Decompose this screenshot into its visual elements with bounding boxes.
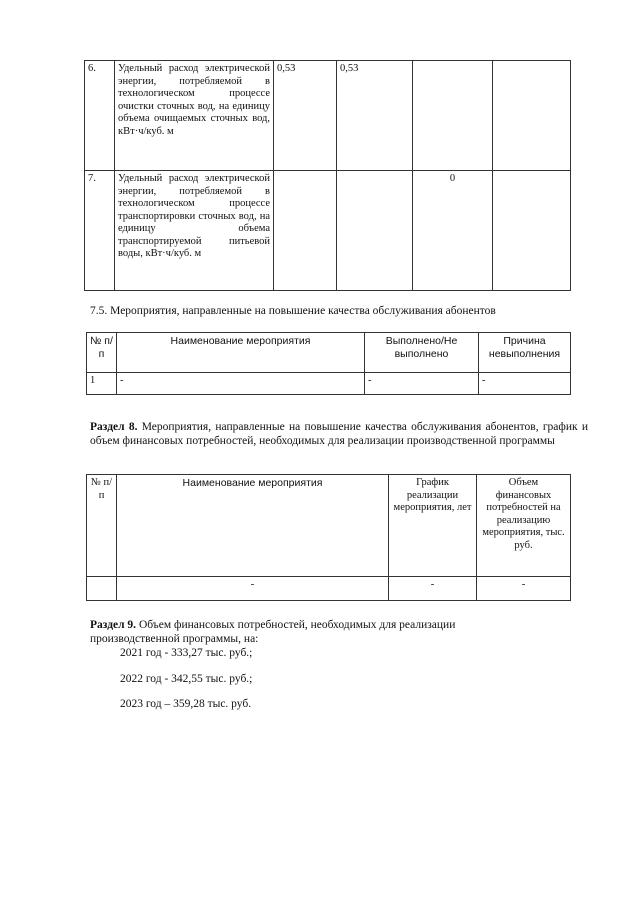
finance-line-2023: 2023 год – 359,28 тыс. руб. bbox=[120, 698, 252, 710]
finance-line-2021: 2021 год - 333,27 тыс. руб.; bbox=[120, 647, 253, 659]
value-cell: 0 bbox=[413, 171, 493, 291]
col-header: Наименование мероприятия bbox=[117, 333, 365, 373]
col-header: № п/п bbox=[87, 333, 117, 373]
row-number: 7. bbox=[85, 171, 115, 291]
value-cell bbox=[274, 171, 337, 291]
col-header: Объем финансовых потребностей на реализацию мероприятия, тыс. руб. bbox=[477, 475, 571, 577]
reason-cell: - bbox=[479, 373, 571, 395]
section-9-body: Объем финансовых потребностей, необходимых для реализации производственной программы, на: bbox=[90, 619, 456, 645]
finance-cell: - bbox=[477, 577, 571, 601]
indicator-name: Удельный расход электрической энергии, потребляемой в технологическом процессе транспортировки сточных вод, на единицу объема транспортируемой питьевой воды, кВт·ч/куб. м bbox=[115, 171, 274, 291]
table-header-row bbox=[87, 333, 571, 373]
table-header-row bbox=[87, 475, 571, 577]
col-header: Причина невыполнения bbox=[479, 333, 571, 373]
section-7-5-title: 7.5. Мероприятия, направленные на повышение качества обслуживания абонентов bbox=[90, 305, 496, 317]
value-cell bbox=[493, 61, 571, 171]
finance-measures-table bbox=[86, 474, 571, 601]
col-header: Выполнено/Не выполнено bbox=[365, 333, 479, 373]
value-cell: 0,53 bbox=[337, 61, 413, 171]
value-cell bbox=[493, 171, 571, 291]
measures-table bbox=[86, 332, 571, 395]
value-cell bbox=[413, 61, 493, 171]
row-number bbox=[87, 577, 117, 601]
col-header: Наименование мероприятия bbox=[117, 475, 389, 577]
col-header: График реализации мероприятия, лет bbox=[389, 475, 477, 577]
indicators-table bbox=[84, 60, 571, 291]
schedule-cell: - bbox=[389, 577, 477, 601]
section-9-label: Раздел 9. bbox=[90, 619, 137, 631]
row-number: 6. bbox=[85, 61, 115, 171]
section-9-text bbox=[90, 618, 510, 646]
value-cell: 0,53 bbox=[274, 61, 337, 171]
table-row bbox=[85, 61, 571, 171]
measure-name: - bbox=[117, 577, 389, 601]
measure-name: - bbox=[117, 373, 365, 395]
section-8-body: Мероприятия, направленные на повышение качества обслуживания абонентов, график и объем финансовых потребностей, необходимых для реализации производственной программы bbox=[90, 421, 589, 447]
row-number: 1 bbox=[87, 373, 117, 395]
section-8-text bbox=[90, 420, 588, 448]
section-8-label: Раздел 8. bbox=[90, 421, 138, 433]
table-row bbox=[85, 171, 571, 291]
value-cell bbox=[337, 171, 413, 291]
finance-line-2022: 2022 год - 342,55 тыс. руб.; bbox=[120, 673, 253, 685]
table-row bbox=[87, 373, 571, 395]
table-row bbox=[87, 577, 571, 601]
indicator-name: Удельный расход электрической энергии, потребляемой в технологическом процессе очистки сточных вод, на единицу объема очищаемых сточных вод, кВт·ч/куб. м bbox=[115, 61, 274, 171]
col-header: № п/п bbox=[87, 475, 117, 577]
status-cell: - bbox=[365, 373, 479, 395]
